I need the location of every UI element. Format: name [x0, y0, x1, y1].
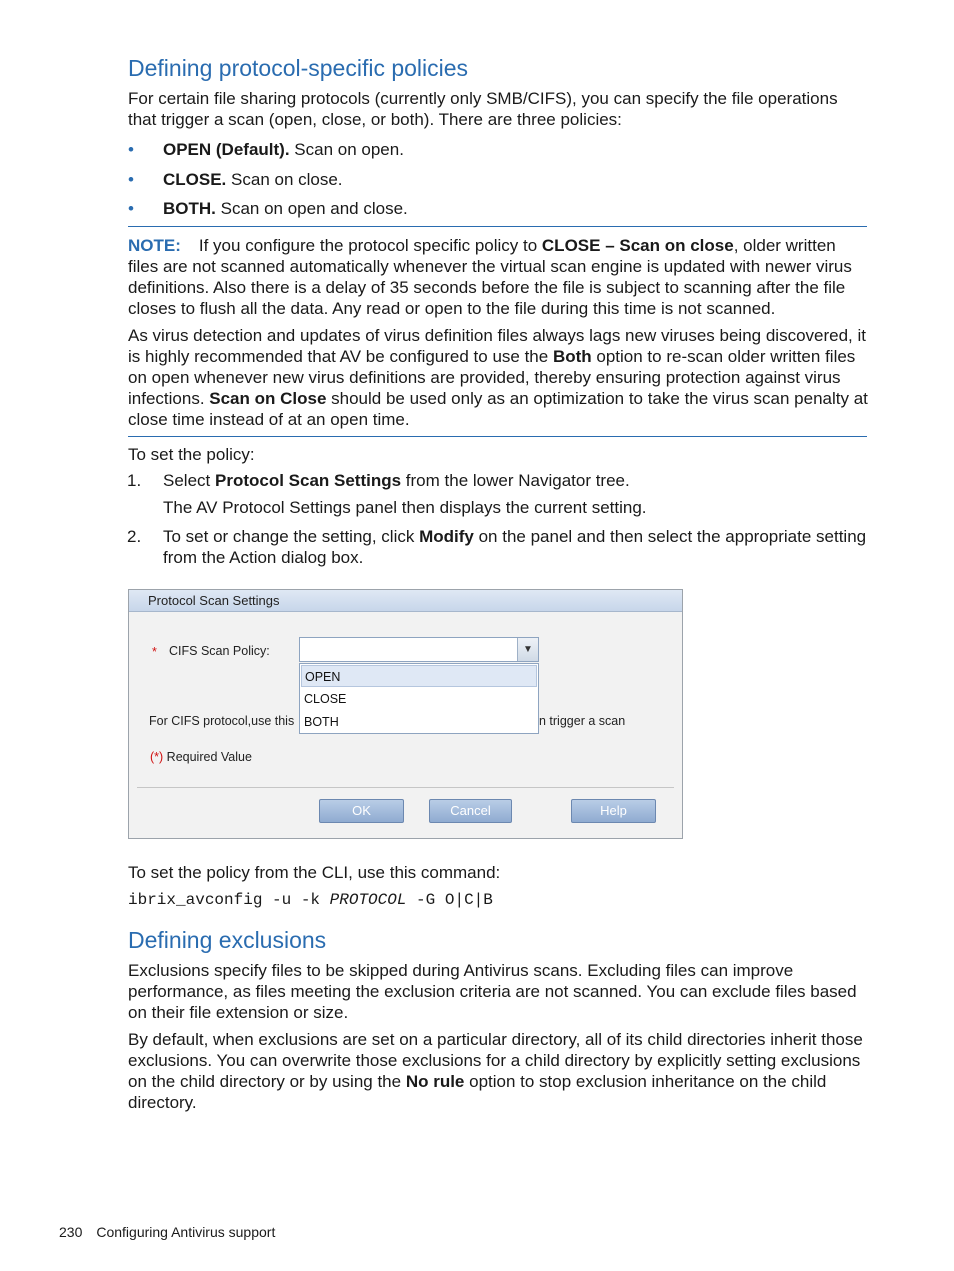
cli-intro: To set the policy from the CLI, use this command: [128, 863, 501, 882]
cifs-scan-policy-options [299, 663, 539, 734]
set-policy-intro: To set the policy: [128, 445, 255, 464]
cifs-scan-policy-select[interactable] [299, 637, 539, 662]
protocol-scan-settings-dialog [128, 589, 683, 839]
required-asterisk: * [152, 645, 157, 659]
note-top-rule [128, 226, 867, 227]
cli-command: ibrix_avconfig -u -k PROTOCOL -G O|C|B [128, 891, 493, 909]
step-number: 1. [127, 471, 142, 490]
note-paragraph: NOTE: If you configure the protocol specific policy to CLOSE – Scan on close, older written files are not scanned automatically whenever the virtual scan engine is updated with newer virus definitions. Also there is a delay of 35 seconds before the file is subject to scanning after the file closes to flush all the data. Any read or open to the file during this time is not scanned. [128, 236, 852, 318]
required-value-note: (*) Required Value [150, 750, 252, 764]
section-heading-protocol-policies: Defining protocol-specific policies [128, 55, 469, 81]
bullet-item-close: • CLOSE. Scan on close. [128, 170, 343, 189]
option-close[interactable]: CLOSE [304, 692, 347, 706]
section-heading-exclusions: Defining exclusions [128, 927, 327, 953]
ok-button[interactable]: OK [319, 799, 404, 823]
help-button[interactable]: Help [571, 799, 656, 823]
page-footer [59, 1223, 275, 1241]
help-text-left: For CIFS protocol,use this [149, 714, 295, 728]
page-number: 230 [59, 1224, 83, 1240]
dialog-title: Protocol Scan Settings [129, 590, 682, 612]
bullet-dot-icon: • [128, 170, 134, 189]
note-bottom-rule [128, 436, 867, 437]
bullet-item-open: • OPEN (Default). Scan on open. [128, 140, 404, 159]
exclusions-paragraph-1: Exclusions specify files to be skipped during Antivirus scans. Excluding files can improve performance, as files meeting the exclusion criteria are not scanned. You can exclude files based on their file extension or size. [128, 961, 857, 1022]
bullet-dot-icon: • [128, 140, 134, 159]
chapter-title: Configuring Antivirus support [96, 1224, 276, 1240]
dialog-separator [137, 787, 674, 788]
cancel-button[interactable]: Cancel [429, 799, 512, 823]
bullet-dot-icon: • [128, 199, 134, 218]
cifs-scan-policy-label: CIFS Scan Policy: [169, 644, 270, 658]
intro-paragraph: For certain file sharing protocols (currently only SMB/CIFS), you can specify the file operations that trigger a scan (open, close, or both). There are three policies: [128, 89, 838, 129]
note-paragraph-2: As virus detection and updates of virus definition files always lags new viruses being discovered, it is highly recommended that AV be configured to use the Both option to re-scan older written files on open whenever new virus definitions are provided, thereby ensuring protection against virus infections. Scan on Close should be used only as an optimization to take the virus scan penalty at close time instead of at an open time. [128, 326, 868, 429]
note-label: NOTE: [128, 236, 181, 255]
step-1: 1. Select Protocol Scan Settings from the lower Navigator tree. [127, 471, 630, 490]
step-1-result: The AV Protocol Settings panel then displays the current setting. [163, 498, 647, 517]
step-number: 2. [127, 527, 142, 546]
option-open[interactable]: OPEN [301, 665, 537, 687]
help-text-right: n trigger a scan [539, 714, 626, 728]
chevron-down-icon[interactable]: ▼ [517, 638, 538, 661]
exclusions-paragraph-2: By default, when exclusions are set on a particular directory, all of its child directories inherit those exclusions. You can overwrite those exclusions for a child directory by explicitly setting exclusions on the child directory or by using the No rule option to stop exclusion inheritance on the child directory. [128, 1030, 863, 1112]
option-both[interactable]: BOTH [304, 715, 339, 729]
step-2: 2. To set or change the setting, click Modify on the panel and then select the appropriate setting from the Action dialog box. [127, 527, 867, 567]
bullet-item-both: • BOTH. Scan on open and close. [128, 199, 408, 218]
